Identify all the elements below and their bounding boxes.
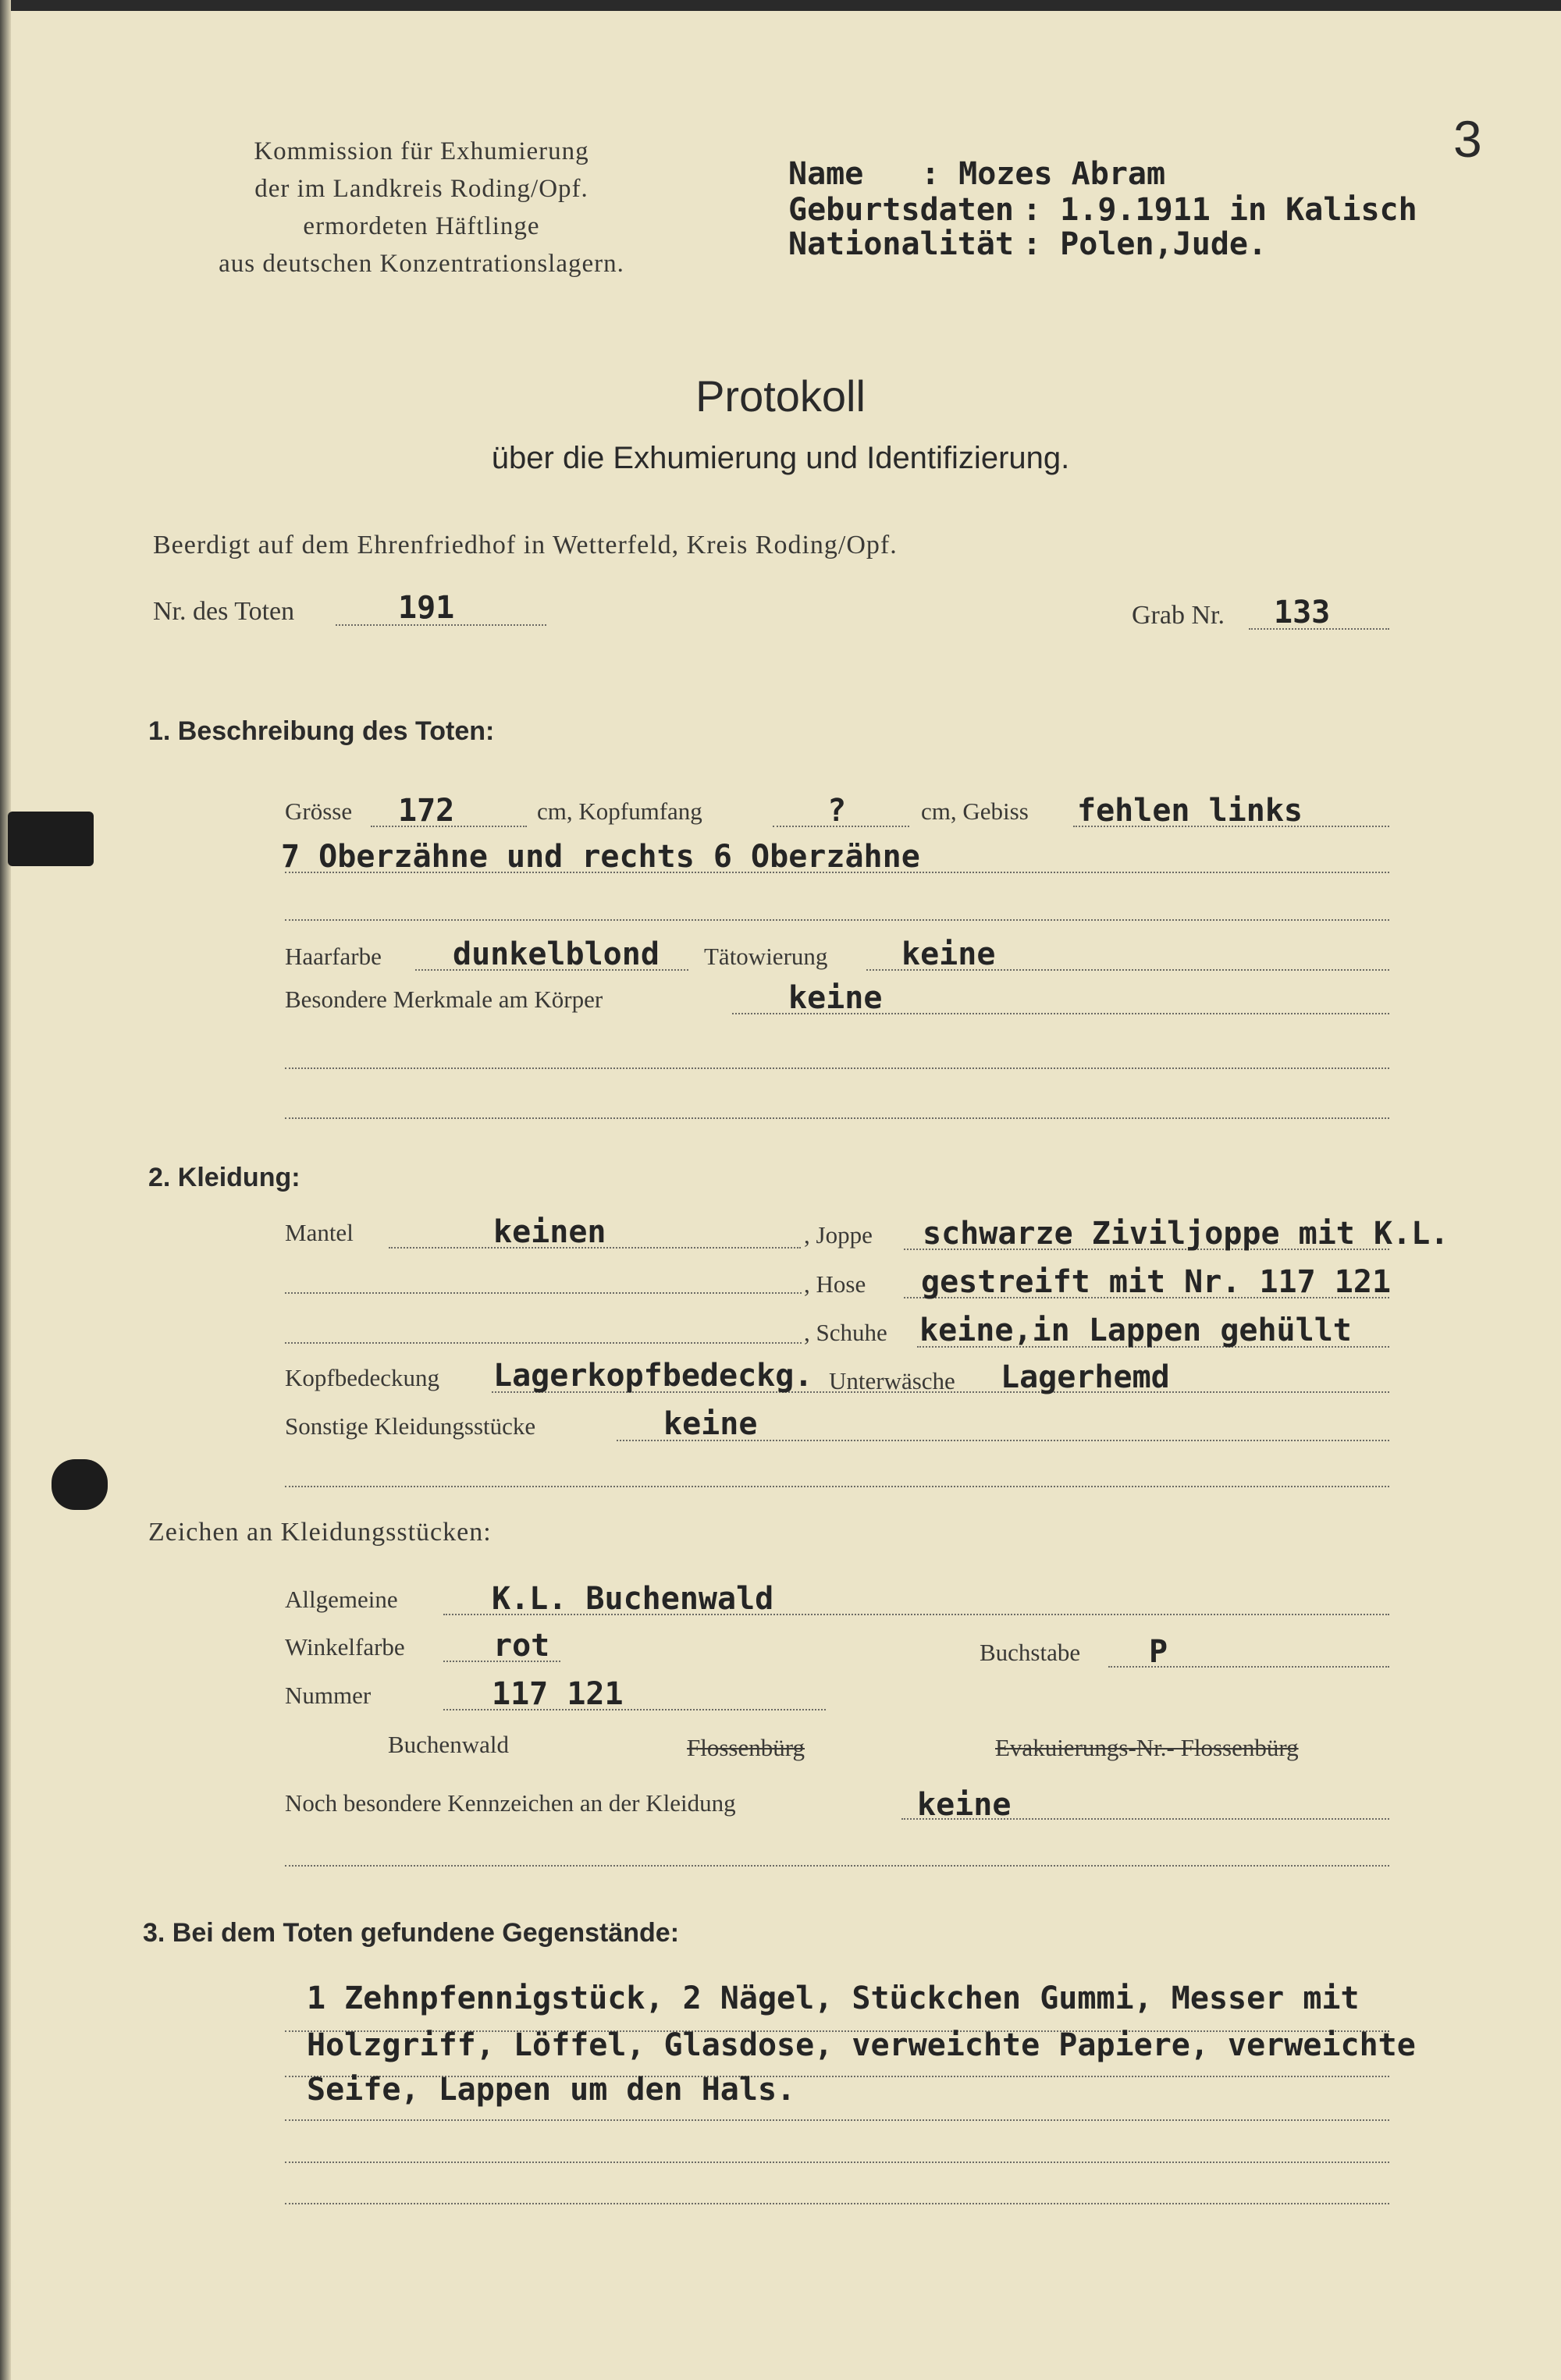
height-label: Grösse — [285, 797, 353, 825]
evacuation-no-label: Evakuierungs-Nr.- Flossenbürg — [995, 1734, 1299, 1761]
marks-value: keine — [788, 980, 883, 1016]
tattoo-value: keine — [901, 936, 996, 972]
name-label: Name — [788, 156, 864, 192]
grave-no-label: Grab Nr. — [1132, 601, 1225, 630]
triangle-label: Winkelfarbe — [285, 1633, 405, 1661]
teeth-value-1: fehlen links — [1077, 793, 1303, 829]
jacket-value: schwarze Ziviljoppe mit K.L. — [923, 1216, 1449, 1252]
general-value: K.L. Buchenwald — [492, 1581, 774, 1617]
letter-label: Buchstabe — [980, 1639, 1081, 1666]
punch-hole-top — [8, 812, 94, 866]
triangle-value: rot — [493, 1628, 550, 1664]
letter-value: P — [1149, 1634, 1168, 1670]
head-cm-label: cm, Kopfumfang — [537, 797, 702, 825]
camp-flossenbuerg-label: Flossenbürg — [687, 1734, 805, 1761]
birth-value: : 1.9.1911 in Kalisch — [1022, 192, 1417, 228]
blank-line-1 — [285, 919, 1389, 921]
dead-no-value: 191 — [398, 590, 455, 626]
section-2-heading: 2. Kleidung: — [148, 1163, 300, 1192]
shoes-value: keine,in Lappen gehüllt — [919, 1313, 1352, 1348]
page-subtitle: über die Exhumierung und Identifizierung. — [491, 441, 1070, 475]
tattoo-label: Tätowierung — [704, 943, 828, 970]
hair-value: dunkelblond — [453, 936, 660, 972]
headwear-label: Kopfbedeckung — [285, 1364, 439, 1391]
dead-no-label: Nr. des Toten — [153, 597, 295, 626]
page-number: 3 — [1453, 110, 1482, 168]
commission-line-1: Kommission für Exhumierung — [254, 137, 589, 165]
underwear-label: Unterwäsche — [829, 1367, 955, 1394]
trousers-blank-line — [285, 1292, 802, 1294]
teeth-value-2: 7 Oberzähne und rechts 6 Oberzähne — [281, 839, 920, 875]
height-value: 172 — [398, 793, 455, 829]
scan-edge-top — [0, 0, 1561, 11]
blank-line-2 — [285, 1067, 1389, 1069]
blank-line-5 — [285, 1865, 1389, 1867]
shoes-blank-line — [285, 1342, 802, 1344]
section-1-heading: 1. Beschreibung des Toten: — [148, 716, 495, 746]
nationality-value: : Polen,Jude. — [1022, 226, 1268, 262]
section-3-heading: 3. Bei dem Toten gefundene Gegenstände: — [143, 1918, 680, 1948]
coat-label: Mantel — [285, 1219, 354, 1246]
commission-line-4: aus deutschen Konzentrationslagern. — [219, 250, 624, 278]
underwear-value: Lagerhemd — [1001, 1359, 1170, 1395]
marks-section-heading: Zeichen an Kleidungsstücken: — [148, 1518, 492, 1547]
trousers-value: gestreift mit Nr. 117 121 — [921, 1264, 1392, 1300]
head-value: ? — [827, 793, 847, 829]
items-text-2: Holzgriff, Löffel, Glasdose, verweichte Papiere, verweichte — [307, 2027, 1416, 2063]
page-title: Protokoll — [695, 371, 866, 421]
headwear-value: Lagerkopfbedeckg. — [493, 1358, 813, 1394]
other-marks-value: keine — [917, 1787, 1012, 1823]
general-label: Allgemeine — [285, 1586, 398, 1613]
nationality-label: Nationalität — [788, 226, 1014, 262]
trousers-label: , Hose — [804, 1270, 866, 1298]
other-clothing-value: keine — [663, 1406, 758, 1442]
shoes-label: , Schuhe — [804, 1319, 887, 1346]
punch-hole-bottom — [52, 1459, 108, 1510]
items-text-3: Seife, Lappen um den Hals. — [307, 2072, 796, 2108]
camp-buchenwald-label: Buchenwald — [388, 1731, 509, 1758]
blank-line-4 — [285, 1486, 1389, 1487]
scan-edge-left — [0, 0, 11, 2380]
grave-no-value: 133 — [1274, 595, 1331, 631]
blank-line-3 — [285, 1117, 1389, 1119]
commission-line-2: der im Landkreis Roding/Opf. — [254, 175, 588, 203]
burial-line: Beerdigt auf dem Ehrenfriedhof in Wetterfeld, Kreis Roding/Opf. — [153, 531, 898, 559]
hair-label: Haarfarbe — [285, 943, 382, 970]
items-line-3 — [285, 2119, 1389, 2121]
number-value: 117 121 — [492, 1676, 624, 1712]
teeth-cm-label: cm, Gebiss — [921, 797, 1029, 825]
name-value: : Mozes Abram — [921, 156, 1166, 192]
commission-line-3: ermordeten Häftlinge — [303, 212, 540, 240]
items-line-4 — [285, 2162, 1389, 2163]
birth-label: Geburtsdaten — [788, 192, 1014, 228]
number-label: Nummer — [285, 1682, 372, 1709]
coat-value: keinen — [493, 1214, 606, 1250]
other-clothing-label: Sonstige Kleidungsstücke — [285, 1412, 536, 1440]
items-line-5 — [285, 2203, 1389, 2204]
items-text-1: 1 Zehnpfennigstück, 2 Nägel, Stückchen Gummi, Messer mit — [307, 1980, 1360, 2016]
jacket-label: , Joppe — [804, 1221, 873, 1249]
marks-label: Besondere Merkmale am Körper — [285, 986, 603, 1013]
other-marks-label: Noch besondere Kennzeichen an der Kleidung — [285, 1789, 736, 1817]
